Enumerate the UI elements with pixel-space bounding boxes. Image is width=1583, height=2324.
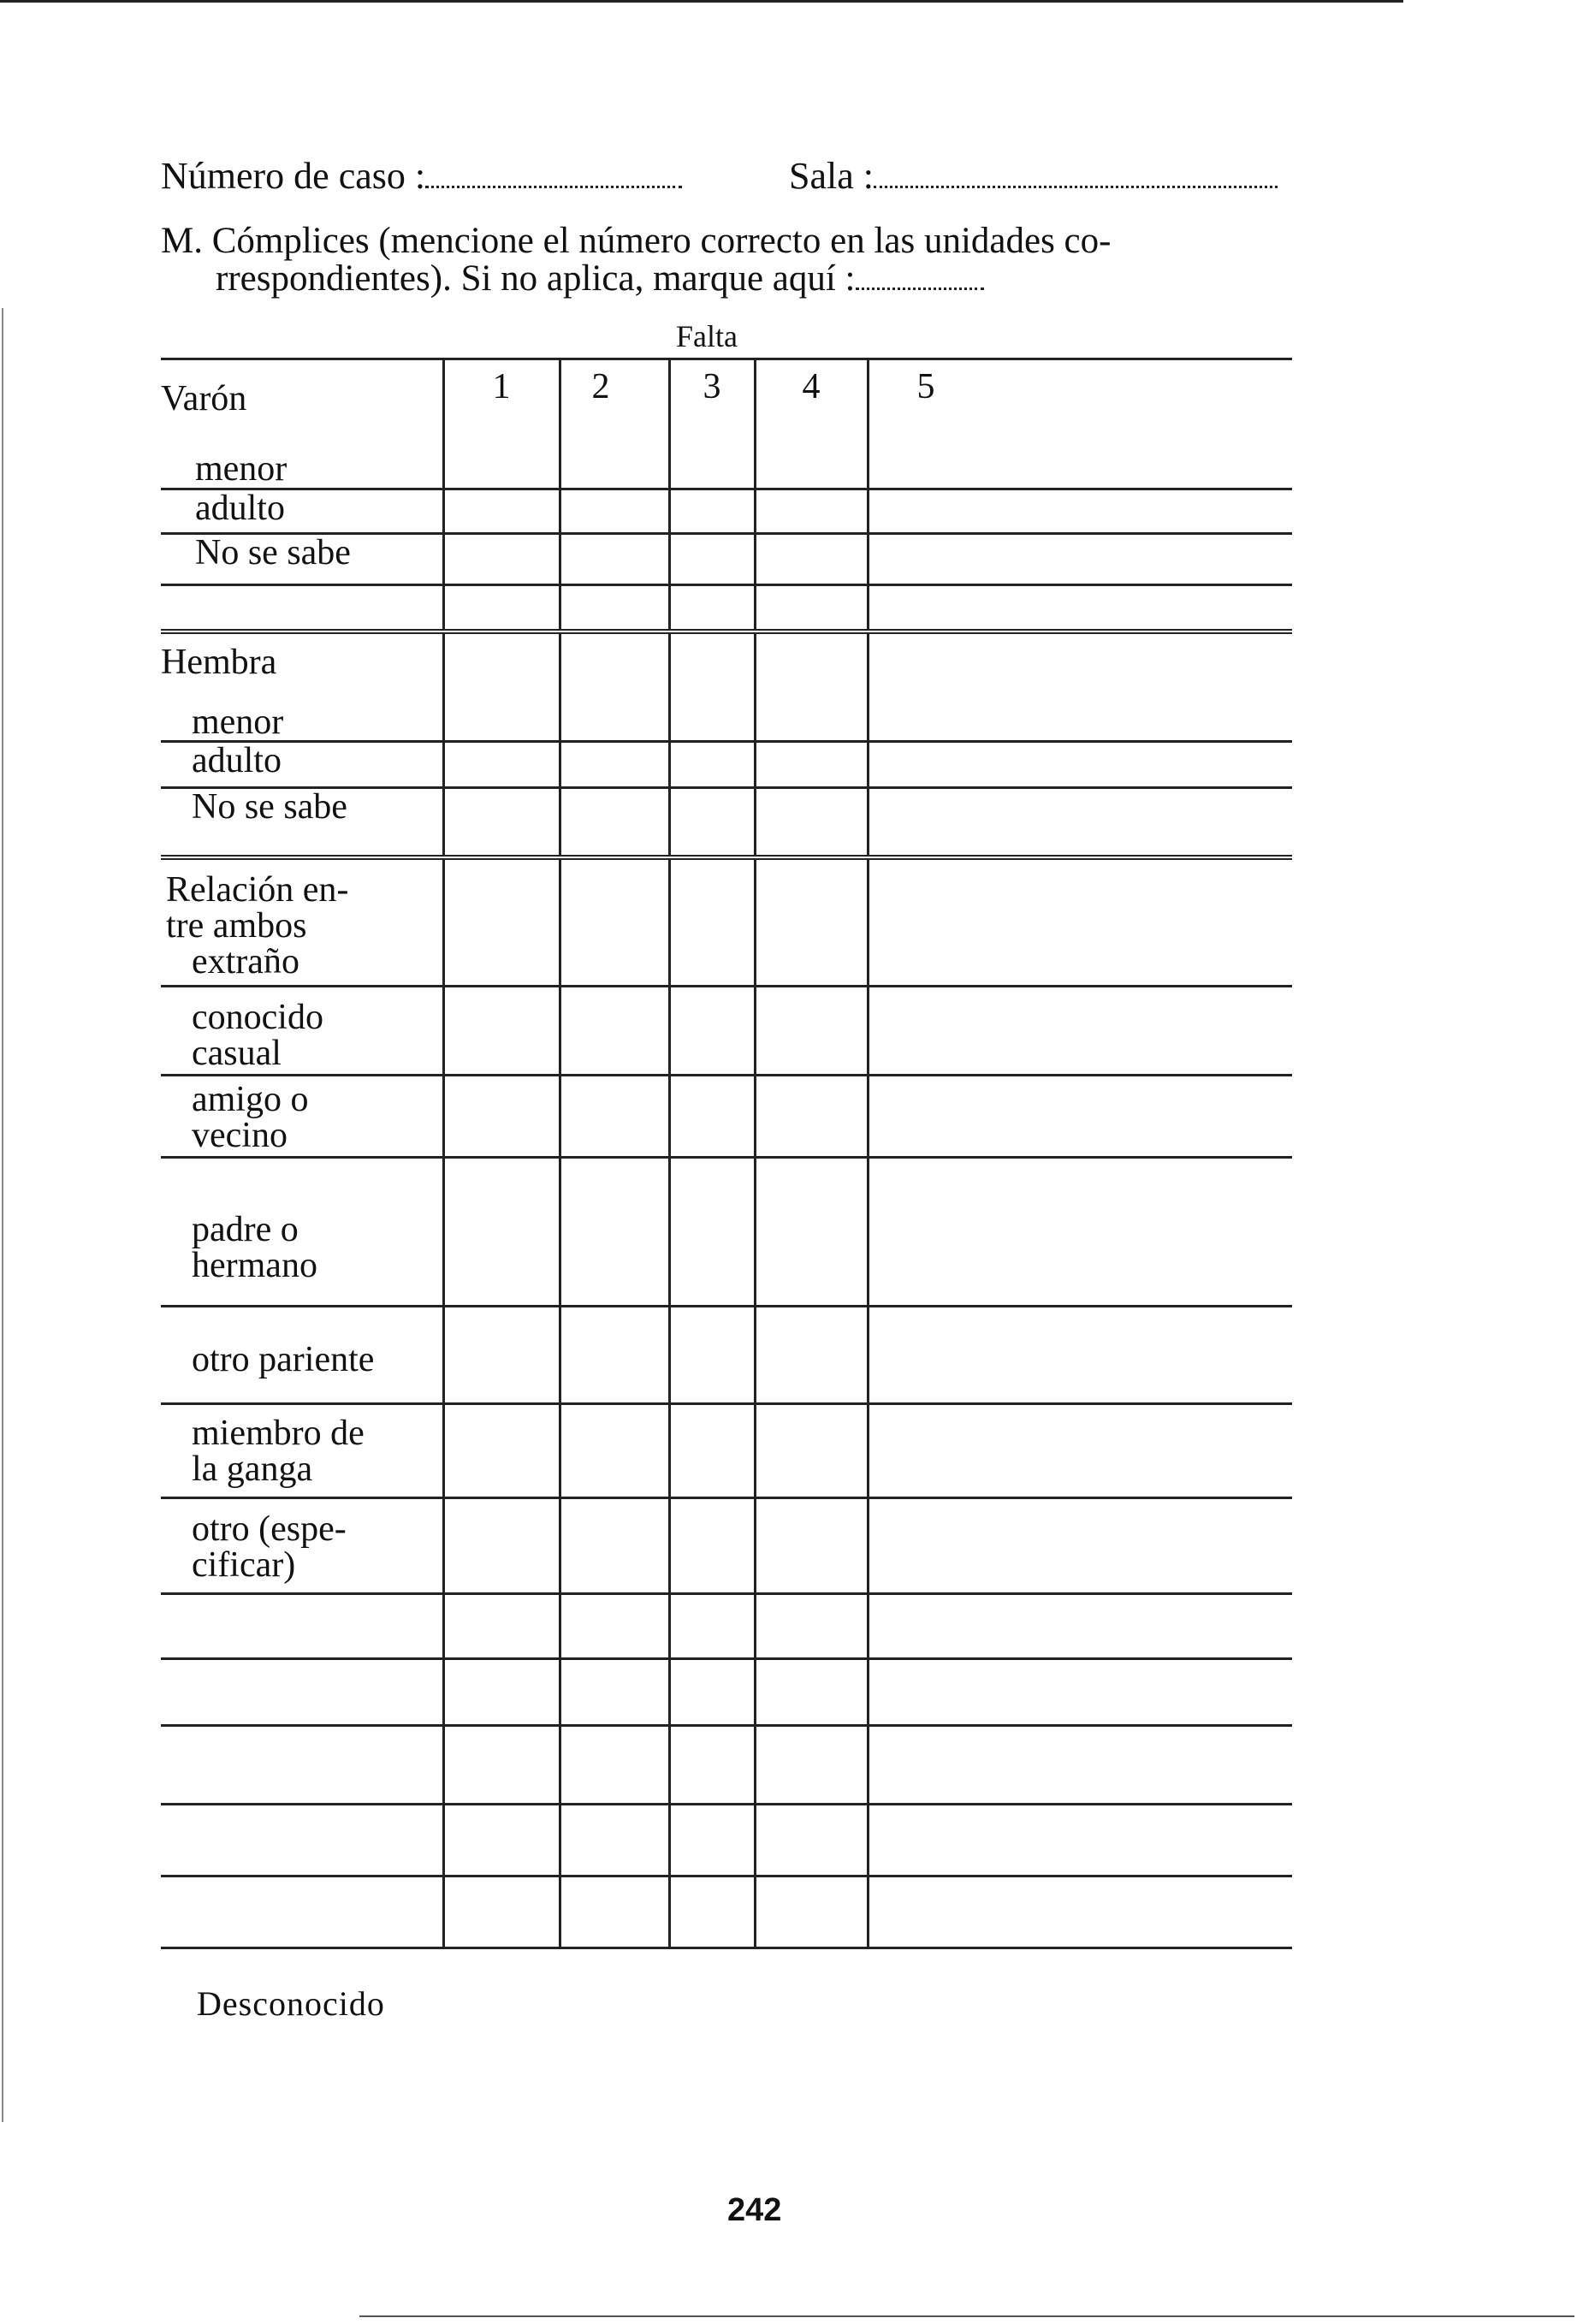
table-cell[interactable] [560,1497,669,1593]
table-cell[interactable] [669,986,755,1075]
relation-other-relative-label: otro pariente [161,1306,443,1403]
table-row-male-unknown [161,534,1292,585]
table-cell[interactable] [868,986,1292,1075]
table-cell[interactable] [755,631,868,742]
relation-other-label: otro (espe- cificar) [161,1497,443,1593]
table-cell[interactable] [755,1658,868,1725]
table-cell[interactable] [560,1157,669,1306]
left-margin-rule [2,308,3,2122]
row-label-relation [161,857,443,986]
table-row-relation-other-relative [161,1306,1292,1403]
table-cell[interactable] [868,1157,1292,1306]
table-cell[interactable] [868,1658,1292,1725]
case-number-label: Número de caso : [161,155,426,197]
table-cell[interactable] [669,534,755,585]
table-cell[interactable] [560,1876,669,1948]
table-cell[interactable] [868,585,1292,631]
table-cell[interactable] [560,857,669,986]
table-cell[interactable] [755,1593,868,1658]
table-row-spacer [161,585,1292,631]
table-cell[interactable] [868,787,1292,857]
table-cell[interactable] [443,787,560,857]
row-label-male: Varón menor [161,359,443,489]
table-cell[interactable] [443,631,560,742]
table-cell[interactable] [560,1593,669,1658]
table-cell[interactable] [669,1306,755,1403]
table-cell[interactable] [868,1876,1292,1948]
instruction-line-2: rrespondientes). Si no aplica, marque aquí : [216,258,856,299]
table-cell[interactable] [560,585,669,631]
table-cell[interactable] [669,585,755,631]
column-header-4: 4 [755,359,868,489]
table-row-relation-casual [161,986,1292,1075]
room-label: Sala : [789,155,874,197]
table-row-relation-parent [161,1157,1292,1306]
female-unknown-label: No se sabe [161,787,443,857]
table-cell[interactable] [669,631,755,742]
female-adult-label: adulto [161,741,443,787]
column-header-1: 1 [443,359,560,489]
table-cell[interactable] [755,787,868,857]
page-number: 242 [727,2192,782,2228]
table-cell[interactable] [755,1157,868,1306]
table-row-relation-other [161,1497,1292,1593]
table-cell[interactable] [443,1497,560,1593]
table-cell[interactable] [755,741,868,787]
relation-parent-label: padre o hermano [161,1157,443,1306]
table-cell[interactable] [560,489,669,534]
not-applicable-field[interactable] [856,262,984,290]
table-cell[interactable] [443,1804,560,1876]
table-cell[interactable] [755,1403,868,1497]
table-cell[interactable] [868,1804,1292,1876]
table-cell[interactable] [669,741,755,787]
table-cell[interactable] [868,857,1292,986]
relation-title-line-1: Relación en- [166,870,349,910]
table-row-blank [161,1876,1292,1948]
table-cell[interactable] [669,1876,755,1948]
table-cell[interactable] [443,857,560,986]
top-rule [0,0,1403,3]
table-cell[interactable] [669,1403,755,1497]
table-cell[interactable] [443,1403,560,1497]
table-row-relation-friend [161,1075,1292,1157]
accomplices-table [161,358,1292,1949]
table-cell[interactable] [443,1876,560,1948]
table-cell[interactable] [443,585,560,631]
table-cell[interactable] [560,787,669,857]
relation-gang-label: miembro de la ganga [161,1403,443,1497]
table-cell[interactable] [560,986,669,1075]
male-unknown-label: No se sabe [161,534,443,585]
table-cell[interactable] [755,986,868,1075]
table-cell[interactable] [755,1725,868,1804]
table-cell[interactable] [669,1497,755,1593]
unknown-label: Desconocido [197,1984,385,2023]
room-line [789,154,1278,198]
table-row-female-header [161,631,1292,742]
table-row-blank [161,1804,1292,1876]
instruction-line-1: M. Cómplices (mencione el número correcto en las unidades co- [161,221,1112,261]
table-cell[interactable] [669,1658,755,1725]
column-header-5: 5 [868,359,1292,489]
table-cell[interactable] [560,1725,669,1804]
relation-stranger-label: extraño [192,942,299,981]
table-cell[interactable] [443,986,560,1075]
table-cell[interactable] [560,741,669,787]
table-cell[interactable] [669,1804,755,1876]
table-cell[interactable] [443,1658,560,1725]
table-row-blank [161,1725,1292,1804]
case-number-line [161,154,682,198]
table-cell[interactable] [560,534,669,585]
table-bottom-rule [161,1948,1292,1949]
case-number-field[interactable] [425,160,682,188]
table-cell[interactable] [443,741,560,787]
female-minor-label: menor [192,702,284,742]
table-cell[interactable] [669,1075,755,1157]
table-cell[interactable] [443,1075,560,1157]
table-cell[interactable] [669,787,755,857]
male-minor-label: menor [195,449,288,489]
table-cell[interactable] [669,1593,755,1658]
table-cell[interactable] [868,1497,1292,1593]
table-cell[interactable] [560,1658,669,1725]
relation-casual-label: conocido casual [161,986,443,1075]
table-row-male-header [161,359,1292,489]
table-cell[interactable] [868,534,1292,585]
table-cell[interactable] [560,1306,669,1403]
table-cell[interactable] [868,1725,1292,1804]
column-header-3: 3 [669,359,755,489]
table-cell[interactable] [868,631,1292,742]
table-cell[interactable] [755,1075,868,1157]
row-label-female: Hembra menor [161,631,443,742]
table-cell[interactable] [669,1725,755,1804]
table-cell[interactable] [560,1403,669,1497]
table-cell[interactable] [755,534,868,585]
relation-friend-label: amigo o vecino [161,1075,443,1157]
table-cell[interactable] [755,857,868,986]
table-cell[interactable] [868,741,1292,787]
table-cell[interactable] [443,534,560,585]
table-cell[interactable] [755,1876,868,1948]
table-row-female-adult [161,741,1292,787]
table-cell[interactable] [868,489,1292,534]
table-row-blank [161,1593,1292,1658]
table-cell[interactable] [443,1157,560,1306]
table-cell[interactable] [560,631,669,742]
table-cell[interactable] [868,1306,1292,1403]
room-field[interactable] [874,160,1278,188]
table-cell[interactable] [560,1804,669,1876]
section-instruction [161,222,1316,298]
falta-label: Falta [676,319,738,353]
table-row-relation-stranger [161,857,1292,986]
relation-title-line-2: tre ambos [166,906,307,946]
table-row-blank [161,1658,1292,1725]
table-cell[interactable] [755,1497,868,1593]
table-cell[interactable] [443,1725,560,1804]
table-cell[interactable] [755,1804,868,1876]
table-cell[interactable] [755,1306,868,1403]
table-cell[interactable] [755,489,868,534]
bottom-rule [359,2315,1574,2317]
table-cell[interactable] [669,489,755,534]
table-row-relation-gang [161,1403,1292,1497]
table-cell[interactable] [669,1157,755,1306]
table-row-female-unknown [161,787,1292,857]
table-row-male-adult [161,489,1292,534]
table-cell[interactable] [669,857,755,986]
table-cell[interactable] [868,1403,1292,1497]
table-cell[interactable] [560,1075,669,1157]
table-cell[interactable] [755,585,868,631]
table-cell[interactable] [868,1075,1292,1157]
male-adult-label: adulto [161,489,443,534]
table-cell[interactable] [443,1306,560,1403]
table-cell[interactable] [443,489,560,534]
table-cell[interactable] [868,1593,1292,1658]
table-cell[interactable] [443,1593,560,1658]
column-header-2: 2 [560,359,669,489]
